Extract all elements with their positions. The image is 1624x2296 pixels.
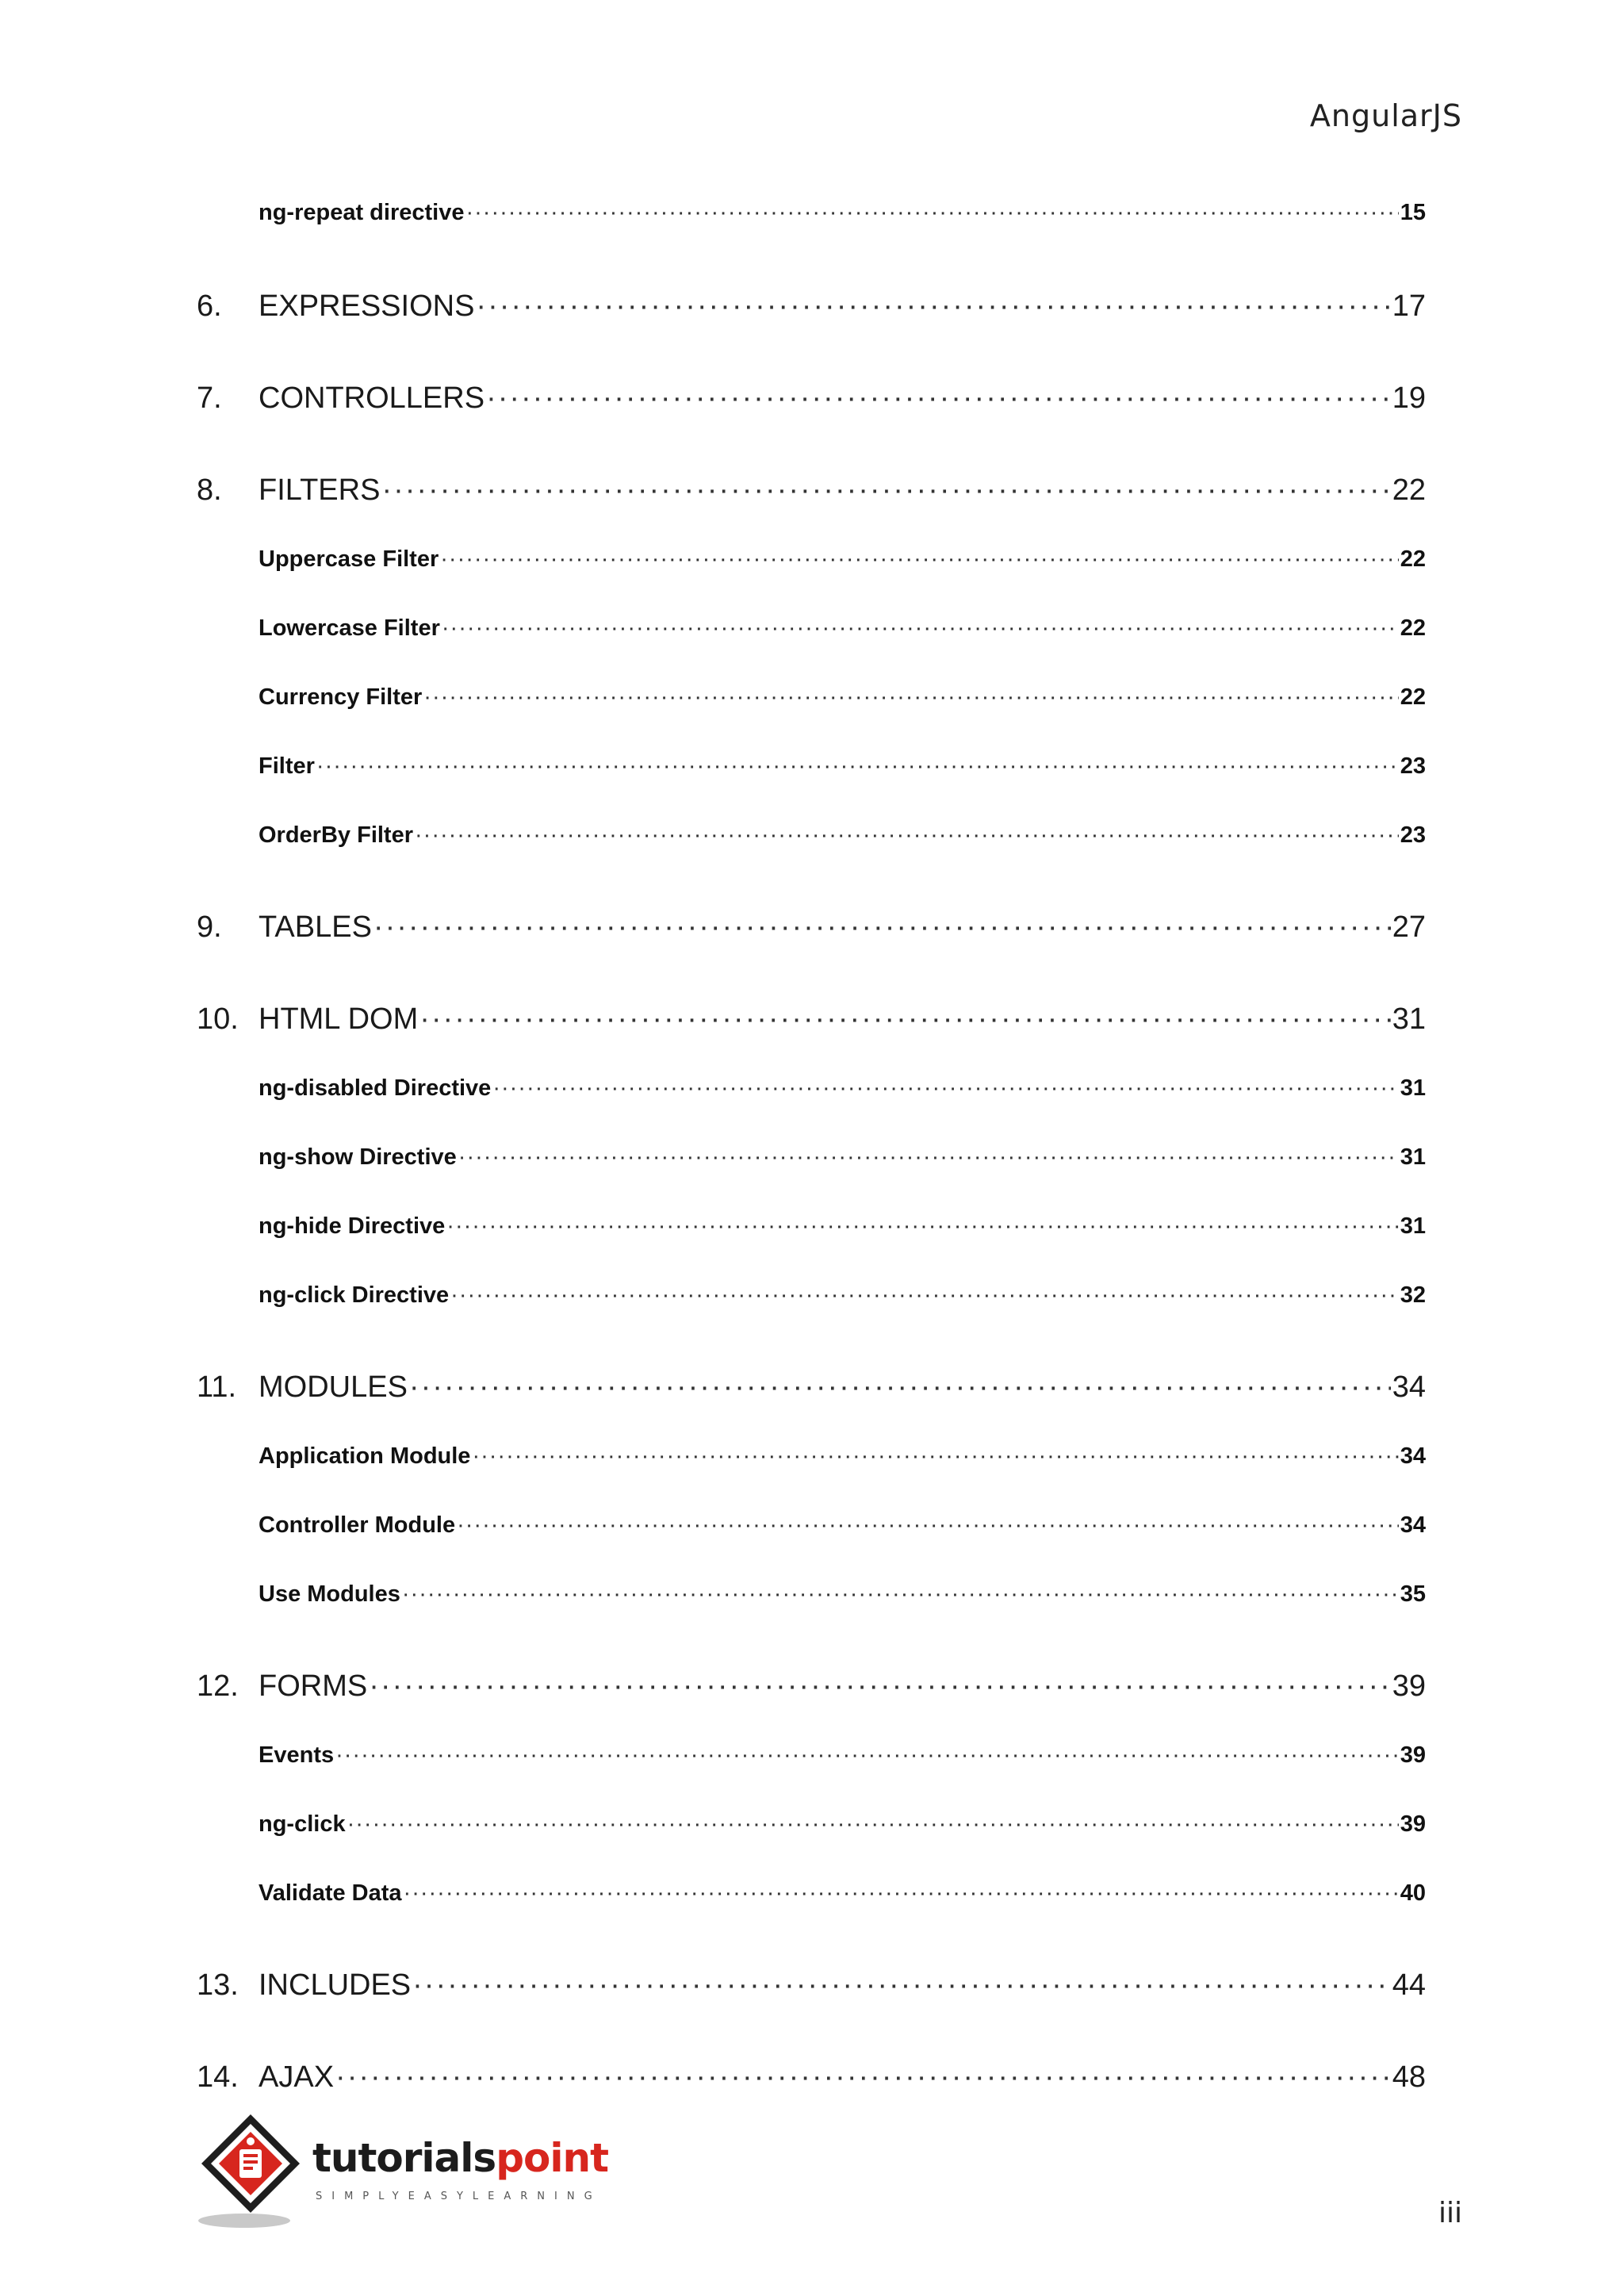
toc-page-number: 22 (1400, 684, 1426, 710)
toc-page-number: 23 (1400, 822, 1426, 848)
toc-page-number: 39 (1392, 1669, 1426, 1703)
document-title: AngularJS (1309, 98, 1462, 133)
toc-section-entry[interactable] (259, 1811, 1426, 1838)
toc-entry-title: ng-repeat directive (259, 200, 465, 225)
toc-page-number: 17 (1392, 289, 1426, 323)
toc-dot-leader (458, 1144, 1399, 1171)
toc-page-number: 34 (1400, 1443, 1426, 1469)
toc-section-entry[interactable] (259, 684, 1426, 711)
toc-entry-title: Application Module (259, 1443, 471, 1469)
toc-dot-leader (465, 200, 1398, 226)
toc-section-entry[interactable] (259, 1880, 1426, 1907)
toc-chapter-number: 9. (197, 910, 222, 944)
toc-dot-leader (442, 615, 1399, 642)
toc-chapter-number: 12. (197, 1669, 239, 1703)
toc-entry-title: HTML DOM (259, 1002, 419, 1036)
toc-entry-title: CONTROLLERS (259, 381, 485, 415)
toc-dot-leader (486, 381, 1391, 416)
toc-section-entry[interactable] (259, 1443, 1426, 1470)
toc-dot-leader (457, 1512, 1399, 1539)
toc-entry-title: ng-hide Directive (259, 1213, 446, 1239)
logo-tagline: SIMPLYEASYLEARNING (316, 2191, 602, 2202)
toc-entry-title: ng-click (259, 1811, 346, 1837)
toc-chapter-entry[interactable] (197, 289, 1426, 324)
logo-wordmark (312, 2135, 608, 2181)
toc-chapter-number: 6. (197, 289, 222, 323)
toc-section-entry[interactable] (259, 615, 1426, 642)
toc-section-entry[interactable] (259, 1213, 1426, 1240)
toc-entry-title: Uppercase Filter (259, 546, 439, 572)
toc-page-number: 48 (1392, 2060, 1426, 2094)
toc-entry-title: Use Modules (259, 1581, 400, 1607)
toc-entry-title: MODULES (259, 1370, 408, 1404)
toc-section-entry[interactable] (259, 1075, 1426, 1102)
toc-chapter-entry[interactable] (197, 1968, 1426, 2003)
page-number: iii (1438, 2197, 1462, 2229)
toc-chapter-number: 11. (197, 1370, 237, 1404)
toc-page-number: 22 (1400, 615, 1426, 641)
toc-page-number: 39 (1400, 1811, 1426, 1837)
toc-dot-leader (440, 546, 1398, 573)
toc-dot-leader (472, 1443, 1398, 1470)
toc-section-entry[interactable] (259, 1512, 1426, 1539)
toc-dot-leader (316, 753, 1399, 780)
toc-entry-title: AJAX (259, 2060, 335, 2094)
toc-chapter-entry[interactable] (197, 910, 1426, 945)
toc-page-number: 31 (1400, 1075, 1426, 1101)
toc-entry-title: ng-show Directive (259, 1144, 457, 1170)
toc-dot-leader (335, 1742, 1399, 1769)
toc-page-number: 22 (1400, 546, 1426, 572)
toc-page-number: 15 (1400, 200, 1426, 225)
toc-dot-leader (450, 1282, 1399, 1309)
toc-section-entry[interactable] (259, 1144, 1426, 1171)
toc-entry-title: Validate Data (259, 1880, 402, 1906)
toc-dot-leader (369, 1669, 1391, 1704)
toc-entry-title: EXPRESSIONS (259, 289, 475, 323)
toc-entry-title: INCLUDES (259, 1968, 412, 2002)
toc-entry-title: TABLES (259, 910, 372, 944)
toc-dot-leader (347, 1811, 1399, 1838)
toc-section-entry[interactable] (259, 1742, 1426, 1769)
toc-page-number: 44 (1392, 1968, 1426, 2002)
toc-page-number: 31 (1400, 1144, 1426, 1170)
toc-section-entry[interactable] (259, 546, 1426, 573)
toc-entry-title: ng-disabled Directive (259, 1075, 492, 1101)
toc-dot-leader (381, 473, 1390, 508)
toc-entry-title: FILTERS (259, 473, 381, 507)
toc-chapter-number: 14. (197, 2060, 239, 2094)
toc-page-number: 27 (1392, 910, 1426, 944)
toc-page-number: 19 (1392, 381, 1426, 415)
toc-chapter-entry[interactable] (197, 1370, 1426, 1405)
toc-entry-title: ng-click Directive (259, 1282, 450, 1308)
toc-dot-leader (423, 684, 1398, 711)
toc-section-entry[interactable] (259, 200, 1426, 226)
toc-page-number: 31 (1392, 1002, 1426, 1036)
toc-page-number: 39 (1400, 1742, 1426, 1768)
toc-chapter-entry[interactable] (197, 2060, 1426, 2095)
toc-page-number: 32 (1400, 1282, 1426, 1308)
toc-entry-title: Filter (259, 753, 315, 779)
toc-section-entry[interactable] (259, 1282, 1426, 1309)
toc-chapter-number: 13. (197, 1968, 239, 2002)
toc-chapter-number: 8. (197, 473, 222, 507)
toc-dot-leader (404, 1880, 1399, 1907)
toc-dot-leader (409, 1370, 1391, 1405)
toc-entry-title: Currency Filter (259, 684, 423, 710)
toc-dot-leader (446, 1213, 1398, 1240)
toc-dot-leader (476, 289, 1390, 324)
toc-dot-leader (402, 1581, 1399, 1608)
toc-chapter-number: 10. (197, 1002, 239, 1036)
toc-entry-title: Controller Module (259, 1512, 456, 1538)
toc-page-number: 31 (1400, 1213, 1426, 1239)
toc-entry-title: Lowercase Filter (259, 615, 440, 641)
toc-chapter-number: 7. (197, 381, 222, 415)
toc-section-entry[interactable] (259, 1581, 1426, 1608)
toc-entry-title: FORMS (259, 1669, 368, 1703)
toc-page-number: 34 (1392, 1370, 1426, 1404)
toc-dot-leader (373, 910, 1391, 945)
toc-dot-leader (335, 2060, 1391, 2095)
toc-section-entry[interactable] (259, 753, 1426, 780)
toc-chapter-entry[interactable] (197, 1669, 1426, 1704)
toc-dot-leader (419, 1002, 1390, 1037)
toc-chapter-entry[interactable] (197, 1002, 1426, 1037)
toc-page-number: 34 (1400, 1512, 1426, 1538)
toc-dot-leader (412, 1968, 1391, 2003)
toc-page-number: 22 (1392, 473, 1426, 507)
tutorialspoint-logo (195, 2108, 607, 2235)
toc-page-number: 35 (1400, 1581, 1426, 1607)
toc-section-entry[interactable] (259, 822, 1426, 849)
toc-entry-title: Events (259, 1742, 335, 1768)
toc-page-number: 23 (1400, 753, 1426, 779)
logo-diamond-icon (195, 2108, 314, 2235)
logo-wordmark-main: tutorials (312, 2135, 496, 2181)
toc-dot-leader (492, 1075, 1398, 1102)
toc-entry-title: OrderBy Filter (259, 822, 413, 848)
toc-dot-leader (415, 822, 1399, 849)
toc-chapter-entry[interactable] (197, 473, 1426, 508)
toc-page-number: 40 (1400, 1880, 1426, 1906)
toc-chapter-entry[interactable] (197, 381, 1426, 416)
logo-wordmark-accent: point (496, 2135, 608, 2181)
